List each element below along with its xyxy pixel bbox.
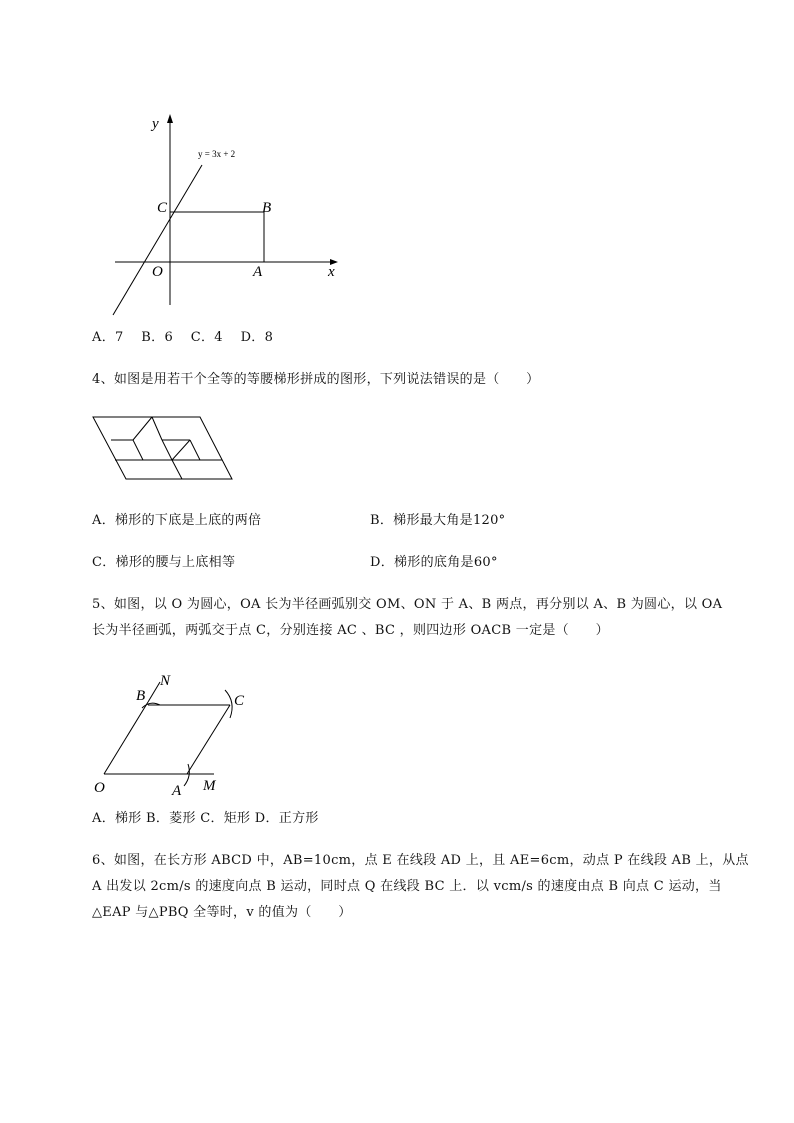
- q4-question: 4、如图是用若干个全等的等腰梯形拼成的图形，下列说法错误的是（ ）: [92, 372, 540, 387]
- point-A-label: A: [253, 264, 263, 280]
- q4-option-D: D．梯形的底角是60°: [370, 555, 498, 570]
- outer-parallelogram: [93, 417, 232, 479]
- figure-trapezoid-tiling: [0, 400, 794, 490]
- segment-OB: [104, 702, 148, 774]
- line-graph: [113, 165, 202, 315]
- figure-rhombus-construction: [0, 660, 794, 800]
- inner-line-6: [172, 460, 182, 479]
- arc-at-C: [225, 690, 232, 718]
- inner-line-4: [133, 417, 152, 440]
- ray-BN: [148, 682, 160, 702]
- point-A-label: A: [172, 783, 182, 799]
- arc-at-A: [184, 764, 189, 786]
- q5-options: A．梯形 B．菱形 C．矩形 D．正方形: [92, 811, 319, 826]
- q5-question-line2: 长为半径画弧，两弧交于点 C，分别连接 AC 、BC ，则四边形 OACB 一定是（ ）: [92, 623, 609, 638]
- point-B-label: B: [262, 200, 272, 216]
- q5-question-line1: 5、如图，以 O 为圆心，OA 长为半径画弧别交 OM、ON 于 A、B 两点，再分别以 A、B 为圆心，以 OA: [92, 597, 723, 612]
- point-B-label: B: [136, 688, 146, 704]
- point-C-label: C: [234, 693, 245, 709]
- figure-coordinate-plane: [0, 0, 794, 330]
- y-axis-label: y: [152, 116, 159, 132]
- inner-line-7: [152, 417, 162, 440]
- inner-line-10: [172, 440, 190, 460]
- x-axis-label: x: [328, 264, 335, 280]
- point-C-label: C: [157, 200, 168, 216]
- point-N-label: N: [160, 673, 171, 689]
- inner-line-11: [190, 440, 200, 460]
- point-M-label: M: [203, 778, 216, 794]
- q6-question-line1: 6、如图，在长方形 ABCD 中，AB=10cm，点 E 在线段 AD 上，且 AE=6cm，动点 P 在线段 AB 上，从点: [92, 853, 749, 868]
- inner-line-9: [162, 440, 172, 460]
- q3-options: A．7 B．6 C．4 D．8: [92, 330, 274, 345]
- line-equation-label: y = 3x + 2: [198, 149, 236, 159]
- point-O-label: O: [94, 780, 105, 796]
- q6-question-line2: A 出发以 2cm/s 的速度向点 B 运动，同时点 Q 在线段 BC 上．以 vcm/s 的速度由点 B 向点 C 运动，当: [92, 879, 722, 894]
- q4-option-B: B．梯形最大角是120°: [370, 513, 506, 528]
- point-O-label: O: [152, 264, 163, 280]
- q4-option-A: A．梯形的下底是上底的两倍: [92, 513, 262, 528]
- q4-option-C: C．梯形的腰与上底相等: [92, 555, 236, 570]
- inner-line-2: [133, 440, 143, 460]
- y-axis-arrow: [167, 114, 173, 123]
- segment-AC: [187, 705, 230, 774]
- q6-question-line3: △EAP 与△PBQ 全等时，v 的值为（ ）: [92, 905, 352, 920]
